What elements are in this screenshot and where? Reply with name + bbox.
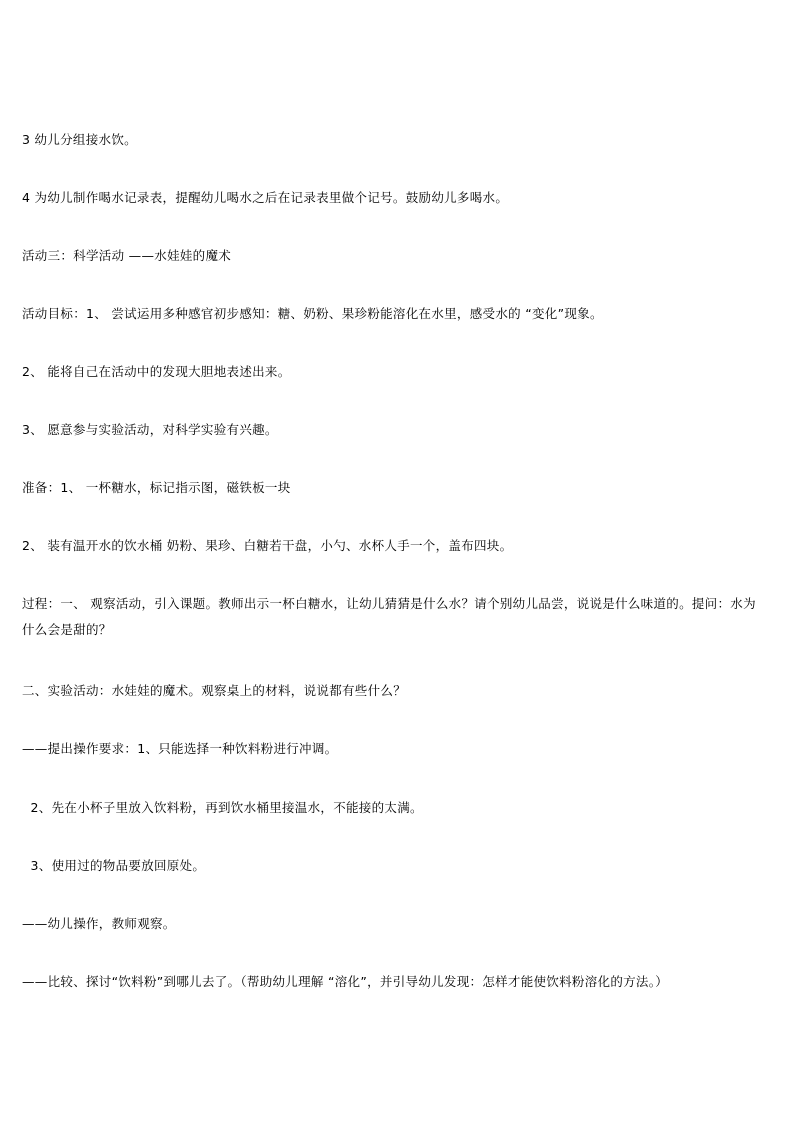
preparation-1: 准备：1、 一杯糖水，标记指示图，磁铁板一块 — [22, 480, 291, 495]
goal-1: 活动目标：1、 尝试运用多种感官初步感知：糖、奶粉、果珍粉能溶化在水里，感受水的 “变化”现象。 — [22, 306, 603, 321]
process-step-2: 二、实验活动：水娃娃的魔术。观察桌上的材料，说说都有些什么？ — [22, 683, 407, 698]
child-operation: ——幼儿操作，教师观察。 — [22, 916, 176, 931]
requirement-2: 2、先在小杯子里放入饮料粉，再到饮水桶里接温水，不能接的太满。 — [22, 800, 423, 815]
requirement-3: 3、使用过的物品要放回原处。 — [22, 858, 206, 873]
operation-requirements: ——提出操作要求：1、只能选择一种饮料粉进行冲调。 — [22, 741, 338, 756]
compare-explore: ——比较、探讨“饮料粉”到哪儿去了。（帮助幼儿理解 “溶化”，并引导幼儿发现：怎样才能使饮料粉溶化的方法。） — [22, 974, 669, 989]
goal-2: 2、 能将自己在活动中的发现大胆地表述出来。 — [22, 364, 291, 379]
goal-3: 3、 愿意参与实验活动，对科学实验有兴趣。 — [22, 422, 278, 437]
activity-three-heading: 活动三：科学活动 ——水娃娃的魔术 — [22, 248, 232, 263]
paragraph-step-4: 4 为幼儿制作喝水记录表，提醒幼儿喝水之后在记录表里做个记号。鼓励幼儿多喝水。 — [22, 190, 509, 205]
preparation-2: 2、 装有温开水的饮水桶 奶粉、果珍、白糖若干盘，小勺、水杯人手一个，盖布四块。 — [22, 538, 513, 553]
process-step-1: 过程：一、 观察活动，引入课题。教师出示一杯白糖水，让幼儿猜猜是什么水？请个别幼儿品尝，说说是什么味道的。提问：水为什么会是甜的？ — [22, 596, 756, 637]
paragraph-step-3: 3 幼儿分组接水饮。 — [22, 132, 137, 147]
